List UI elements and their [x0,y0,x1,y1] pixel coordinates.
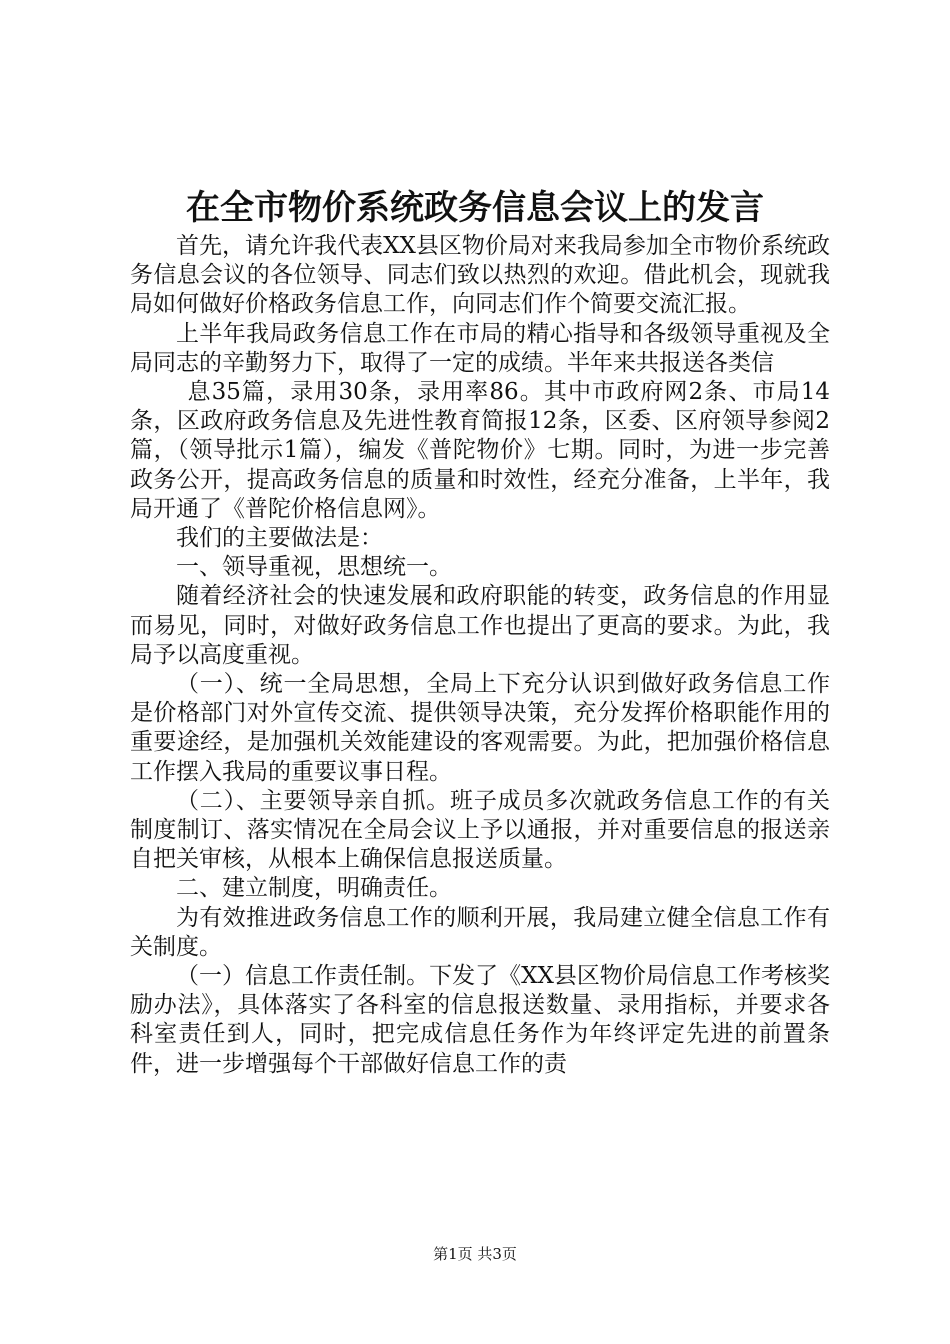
document-body [130,232,830,1079]
paragraph-section-2-item-1: （一）信息工作责任制。下发了《XX县区物价局信息工作考核奖励办法》，具体落实了各科室的信息报送数量、录用指标，并要求各科室责任到人，同时，把完成信息任务作为年终评定先进的前置条件，进一步增强每个干部做好信息工作的责 [130,963,830,1077]
paragraph-section-2: 为有效推进政务信息工作的顺利开展，我局建立健全信息工作有关制度。 [130,904,830,960]
paragraph-statistics: 息35篇，录用30条，录用率86。其中市政府网2条、市局14条，区政府政务信息及先进性教育简报12条，区委、区府领导参阅2篇，（领导批示1篇），编发《普陀物价》七期。同时，为进一步完善政务公开，提高政务信息的质量和时效性，经充分准备，上半年，我局开通了《普陀价格信息网》。 [130,379,830,522]
paragraph-intro: 首先，请允许我代表XX县区物价局对来我局参加全市物价系统政务信息会议的各位领导、同志们致以热烈的欢迎。借此机会，现就我局如何做好价格政务信息工作，向同志们作个简要交流汇报。 [130,233,830,318]
section-heading-2: 二、建立制度，明确责任。 [176,875,452,902]
paragraph-section-1: 随着经济社会的快速发展和政府职能的转变，政务信息的作用显而易见，同时，对做好政务信息工作也提出了更高的要求。为此，我局予以高度重视。 [130,583,830,668]
paragraph-achievements: 上半年我局政务信息工作在市局的精心指导和各级领导重视及全局同志的辛勤努力下，取得了一定的成绩。半年来共报送各类信 [130,320,830,376]
paragraph-section-1-item-2: （二）、主要领导亲自抓。班子成员多次就政务信息工作的有关制度制订、落实情况在全局会议上予以通报，并对重要信息的报送亲自把关审核，从根本上确保信息报送质量。 [130,787,830,873]
paragraph-methods-intro: 我们的主要做法是： [176,525,383,552]
paragraph-section-1-item-1: （一）、统一全局思想，全局上下充分认识到做好政务信息工作是价格部门对外宣传交流、提供领导决策，充分发挥价格职能作用的重要途经，是加强机关效能建设的客观需要。为此，把加强价格信息工作摆入我局的重要议事日程。 [130,671,830,785]
section-heading-1: 一、领导重视，思想统一。 [176,554,452,581]
page-footer: 第1页 共3页 [433,1245,517,1263]
document-title: 在全市物价系统政务信息会议上的发言 [186,188,764,228]
